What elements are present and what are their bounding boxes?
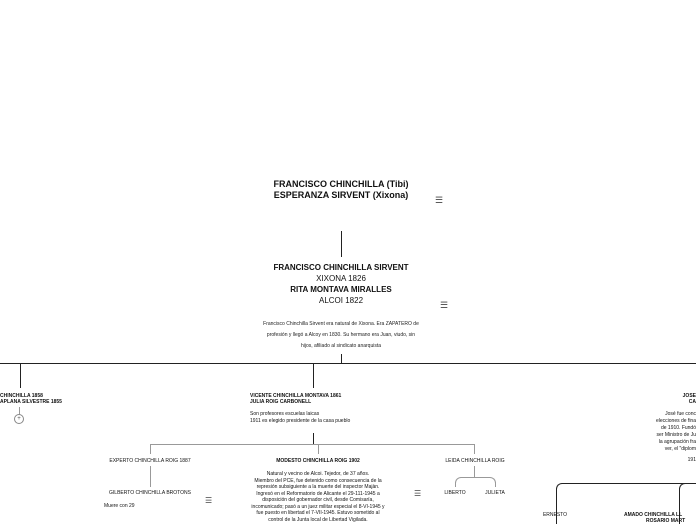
modesto-note-line-7: fue puesto en libertad el 7-VII-1945. Estuvo sometido al (256, 510, 380, 516)
root-line-1: FRANCISCO CHINCHILLA (Tibi) (273, 179, 409, 189)
connector-modesto (318, 444, 319, 454)
root-line-2: ESPERANZA SIRVENT (Xixona) (273, 190, 409, 200)
right-child-line-1: JOSE (682, 393, 696, 399)
connector-leida (474, 444, 475, 454)
julieta-node[interactable]: JULIETA (485, 490, 505, 496)
amado-line-1: AMADO CHINCHILLA LL (624, 512, 683, 518)
gen1-place-2: ALCOI 1822 (318, 296, 364, 305)
vicente-couple[interactable] (250, 393, 430, 405)
vicente-line-1: VICENTE CHINCHILLA MONTAVA 1861 (250, 393, 342, 399)
right-child-note (640, 411, 696, 464)
modesto-note-line-6: incomunicado; pasó a un juez militar especial el 8-VI-1945 y (251, 503, 385, 510)
right-child-line-2: CA (688, 399, 696, 405)
left-child-line-2: APLANA SILVESTRE 1855 (0, 399, 62, 405)
experto-node[interactable]: EXPERTO CHINCHILLA ROIG 1887 (109, 458, 191, 464)
right-note-line-3: de 1910. Fundó (660, 425, 696, 431)
leida-children-bracket (455, 477, 496, 487)
right-note-line-6: ver, el "diplom (664, 446, 696, 452)
gen1-name-2: RITA MONTAVA MIRALLES (290, 285, 392, 294)
gen1-couple[interactable] (220, 262, 462, 306)
gen1-note-line-2: profesión y llegó a Alcoy en 1830. Su hermano era Juan, viudo, sin (266, 332, 416, 338)
vicente-line-2: JULIA ROIG CARBONELL (250, 399, 312, 405)
gen1-note-line-1: Francisco Chinchilla Sirvent era natural de Xixona. Era ZAPATERO de (263, 321, 419, 327)
right-note-line-1: José fue conc (665, 411, 696, 417)
gen1-note-line-3: hijos, afiliado al sindicato anarquista (300, 343, 382, 349)
right-note-line-2: elecciones de fina (655, 418, 696, 424)
ernesto-node[interactable]: ERNESTO (542, 512, 568, 518)
modesto-note-line-4: Ingresó en el Reformatorio de Alicante el 29-111-1945 a (256, 490, 380, 497)
modesto-note-line-5: disposición del gobernador civil, desde Comisaría, (262, 497, 374, 503)
connector-left (20, 364, 21, 388)
vicente-note-line-1: Son profesores escuelas laicas (250, 411, 320, 417)
modesto-note (228, 471, 408, 523)
gen1-note (230, 319, 452, 352)
amado-couple[interactable] (624, 512, 696, 524)
amado-line-2: ROSARIO MART (646, 518, 686, 524)
gen1-name-1: FRANCISCO CHINCHILLA SIRVENT (273, 263, 409, 272)
right-note-line-4: ser Ministro de Ju (656, 432, 696, 438)
connector-leida-children (474, 466, 475, 477)
connector-vicente-children (313, 433, 314, 444)
gilberto-note: Muere con 29 (104, 503, 135, 509)
root-couple[interactable] (220, 179, 462, 201)
connector-root-gen1 (341, 231, 342, 257)
gilberto-node[interactable]: GILBERTO CHINCHILLA BROTONS (109, 490, 191, 496)
connector-experto (150, 444, 151, 454)
modesto-note-line-1: Natural y vecino de Alcoi. Tejedor, de 37 años. (266, 471, 370, 477)
vicente-note-line-2: 1911 es elegido presidente de la casa pueblo (250, 418, 351, 424)
leida-node[interactable]: LEIDA CHINCHILLA ROIG (445, 458, 505, 464)
gen1-place-1: XIXONA 1826 (316, 274, 366, 283)
children-bus (0, 363, 696, 364)
notes-menu-icon[interactable]: ☰ (205, 496, 213, 505)
notes-menu-icon[interactable]: ☰ (440, 300, 449, 310)
notes-menu-icon[interactable]: ☰ (435, 195, 444, 205)
modesto-note-line-2: Miembro del PCE, fue detenido como consecuencia de la (254, 477, 382, 484)
expand-collapse-button[interactable]: + (14, 414, 24, 424)
left-child-line-1: CHINCHILLA 1858 (0, 393, 43, 399)
vicente-children-bus (150, 444, 475, 445)
modesto-note-line-8: control de la Junta local de Libertad Vigilada. (268, 516, 368, 523)
modesto-node[interactable]: MODESTO CHINCHILLA ROIG 1902 (276, 458, 360, 464)
connector-vicente (313, 364, 314, 388)
modesto-note-line-3: represión subsiguiente a la muerte del inspector Majàn. (256, 484, 380, 490)
connector-gilberto (150, 466, 151, 487)
right-child-couple[interactable] (670, 393, 696, 405)
vicente-note (250, 411, 450, 425)
notes-menu-icon[interactable]: ☰ (414, 489, 422, 498)
right-note-line-5: la agrupación fra (658, 439, 696, 445)
right-note-line-7: 191 (687, 457, 696, 463)
left-child-couple[interactable] (0, 393, 90, 405)
liberto-node[interactable]: LIBERTO (444, 490, 466, 496)
